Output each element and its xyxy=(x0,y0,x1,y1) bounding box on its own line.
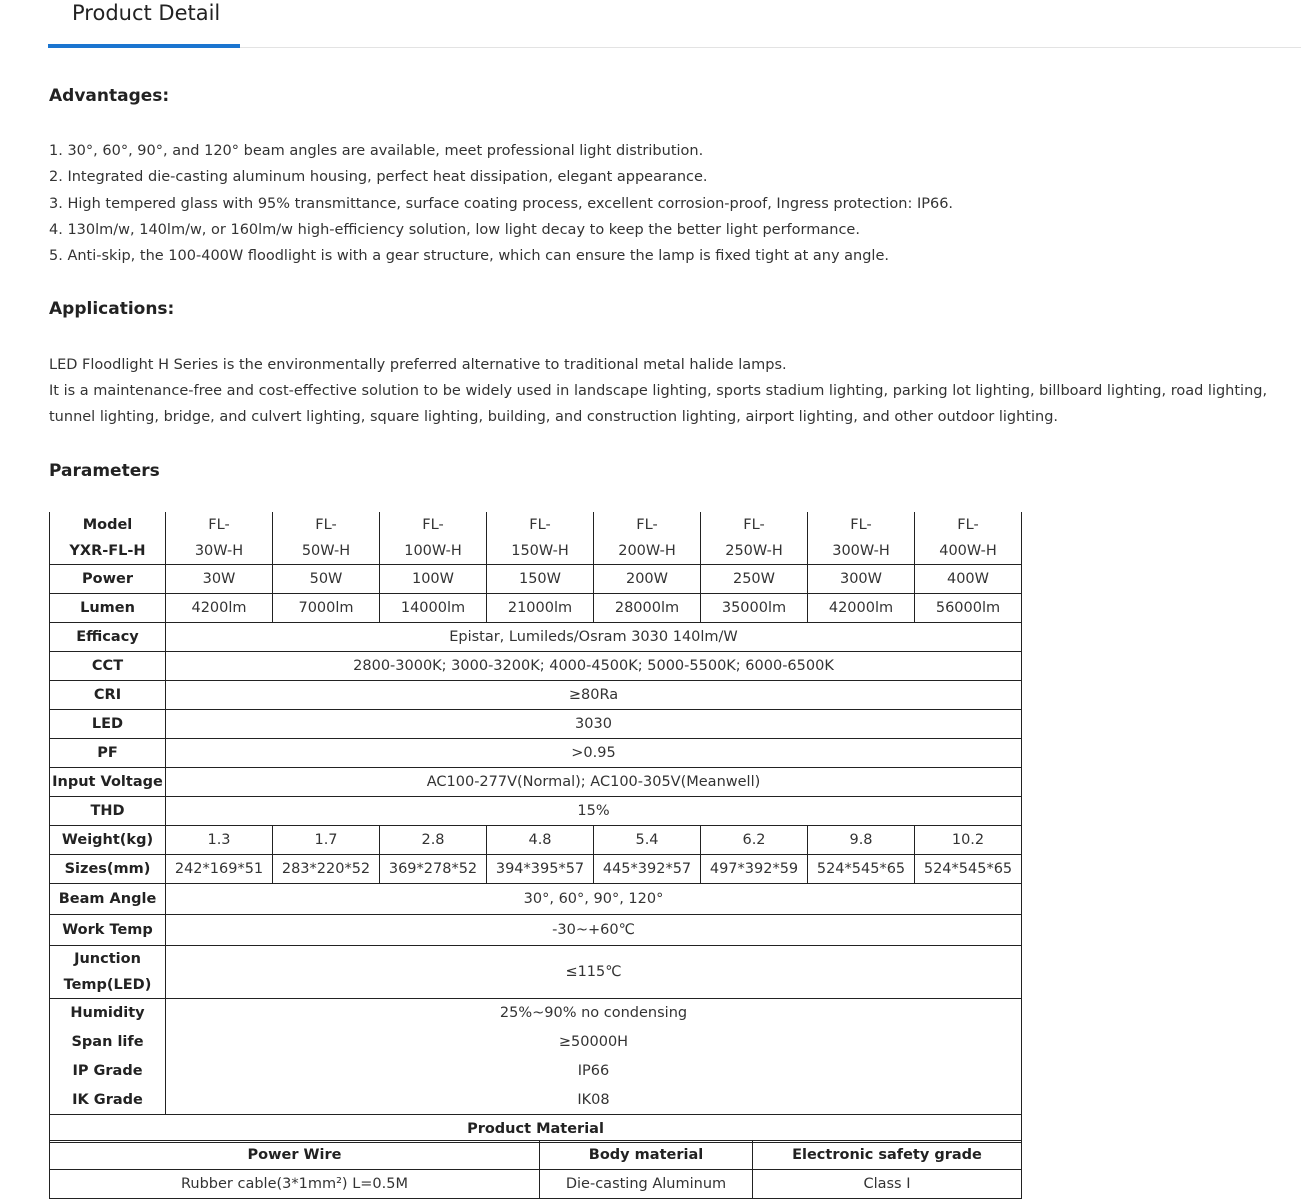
model-prefix: FL- xyxy=(701,512,808,538)
led-label: LED xyxy=(50,710,166,739)
lumen-cell: 35000lm xyxy=(701,594,808,623)
ik-grade-value: IK08 xyxy=(166,1086,1022,1115)
safety-grade-value: Class I xyxy=(753,1170,1022,1199)
span-life-label: Span life xyxy=(50,1028,166,1057)
pf-label: PF xyxy=(50,739,166,768)
weight-cell: 1.7 xyxy=(273,826,380,855)
power-cell: 300W xyxy=(808,565,915,594)
ik-grade-label: IK Grade xyxy=(50,1086,166,1115)
lumen-cell: 56000lm xyxy=(915,594,1022,623)
list-item: 4. 130lm/w, 140lm/w, or 160lm/w high-efficiency solution, low light decay to keep the better light performance. xyxy=(49,221,860,238)
size-cell: 242*169*51 xyxy=(166,855,273,884)
model-cell: 100W-H xyxy=(380,538,487,565)
weight-cell: 5.4 xyxy=(594,826,701,855)
power-cell: 400W xyxy=(915,565,1022,594)
table-row xyxy=(50,594,1022,623)
junction-temp-value: ≤115℃ xyxy=(166,946,1022,999)
applications-heading: Applications: xyxy=(49,299,175,319)
table-row xyxy=(50,797,1022,826)
span-life-value: ≥50000H xyxy=(166,1028,1022,1057)
table-row xyxy=(50,1141,1022,1170)
parameters-heading: Parameters xyxy=(49,461,160,481)
material-table xyxy=(49,1140,1022,1199)
model-prefix: FL- xyxy=(808,512,915,538)
applications-paragraph: It is a maintenance-free and cost-effective solution to be widely used in landscape lighting, sports stadium lighting, parking lot lighting, billboard lighting, road lighting, tunnel lighting, bridge, and culvert lighting, square lighting, building, and construction lighting, airport lighting, and other outdoor lighting. xyxy=(49,383,1268,425)
model-cell: 400W-H xyxy=(915,538,1022,565)
list-item: 1. 30°, 60°, 90°, and 120° beam angles are available, meet professional light distribution. xyxy=(49,143,704,159)
model-prefix: FL- xyxy=(166,512,273,538)
table-row xyxy=(50,710,1022,739)
weight-cell: 10.2 xyxy=(915,826,1022,855)
led-value: 3030 xyxy=(166,710,1022,739)
table-row xyxy=(50,1057,1022,1086)
model-series-label: YXR-FL-H xyxy=(50,538,166,565)
model-prefix: FL- xyxy=(594,512,701,538)
sizes-label: Sizes(mm) xyxy=(50,855,166,884)
thd-label: THD xyxy=(50,797,166,826)
table-row xyxy=(50,768,1022,797)
size-cell: 524*545*65 xyxy=(808,855,915,884)
product-material-heading: Product Material xyxy=(50,1115,1022,1143)
size-cell: 394*395*57 xyxy=(487,855,594,884)
lumen-cell: 14000lm xyxy=(380,594,487,623)
model-prefix: FL- xyxy=(915,512,1022,538)
pf-value: >0.95 xyxy=(166,739,1022,768)
model-cell: 200W-H xyxy=(594,538,701,565)
weight-cell: 6.2 xyxy=(701,826,808,855)
model-label: Model xyxy=(50,512,166,538)
tab-product-detail[interactable]: Product Detail xyxy=(72,1,221,25)
power-cell: 50W xyxy=(273,565,380,594)
parameters-table xyxy=(49,512,1022,1143)
power-cell: 250W xyxy=(701,565,808,594)
table-row xyxy=(50,915,1022,946)
lumen-label: Lumen xyxy=(50,594,166,623)
applications-text xyxy=(49,352,1284,430)
tab-divider xyxy=(240,47,1301,48)
model-prefix: FL- xyxy=(487,512,594,538)
lumen-cell: 7000lm xyxy=(273,594,380,623)
lumen-cell: 21000lm xyxy=(487,594,594,623)
model-cell: 30W-H xyxy=(166,538,273,565)
table-row xyxy=(50,1086,1022,1115)
table-row xyxy=(50,884,1022,915)
model-cell: 250W-H xyxy=(701,538,808,565)
table-row xyxy=(50,652,1022,681)
table-row xyxy=(50,826,1022,855)
table-row xyxy=(50,538,1022,565)
active-tab-indicator xyxy=(48,44,240,48)
model-prefix: FL- xyxy=(380,512,487,538)
power-cell: 150W xyxy=(487,565,594,594)
table-row xyxy=(50,946,1022,999)
size-cell: 283*220*52 xyxy=(273,855,380,884)
table-row xyxy=(50,623,1022,652)
table-row xyxy=(50,681,1022,710)
table-row xyxy=(50,855,1022,884)
weight-cell: 4.8 xyxy=(487,826,594,855)
table-row xyxy=(50,1115,1022,1143)
weight-cell: 1.3 xyxy=(166,826,273,855)
weight-label: Weight(kg) xyxy=(50,826,166,855)
junction-temp-label xyxy=(50,946,166,999)
applications-paragraph: LED Floodlight H Series is the environmentally preferred alternative to traditional metal halide lamps. xyxy=(49,357,787,373)
list-item: 3. High tempered glass with 95% transmittance, surface coating process, excellent corrosion-proof, Ingress protection: IP66. xyxy=(49,195,954,212)
efficacy-label: Efficacy xyxy=(50,623,166,652)
size-cell: 524*545*65 xyxy=(915,855,1022,884)
power-cell: 100W xyxy=(380,565,487,594)
lumen-cell: 28000lm xyxy=(594,594,701,623)
junction-label-line: Junction xyxy=(74,951,141,967)
cct-label: CCT xyxy=(50,652,166,681)
humidity-value: 25%~90% no condensing xyxy=(166,999,1022,1028)
body-material-value: Die-casting Aluminum xyxy=(540,1170,753,1199)
ip-grade-label: IP Grade xyxy=(50,1057,166,1086)
safety-grade-label: Electronic safety grade xyxy=(753,1141,1022,1170)
power-cell: 30W xyxy=(166,565,273,594)
lumen-cell: 42000lm xyxy=(808,594,915,623)
list-item: 5. Anti-skip, the 100-400W floodlight is with a gear structure, which can ensure the lamp is fixed tight at any angle. xyxy=(49,248,889,265)
power-wire-value: Rubber cable(3*1mm²) L=0.5M xyxy=(50,1170,540,1199)
table-row xyxy=(50,512,1022,538)
model-prefix: FL- xyxy=(273,512,380,538)
power-wire-label: Power Wire xyxy=(50,1141,540,1170)
weight-cell: 2.8 xyxy=(380,826,487,855)
table-row xyxy=(50,565,1022,594)
list-item: 2. Integrated die-casting aluminum housing, perfect heat dissipation, elegant appearance. xyxy=(49,169,708,186)
lumen-cell: 4200lm xyxy=(166,594,273,623)
cri-label: CRI xyxy=(50,681,166,710)
advantages-list xyxy=(49,138,1279,269)
input-voltage-value: AC100-277V(Normal); AC100-305V(Meanwell) xyxy=(166,768,1022,797)
input-voltage-label: Input Voltage xyxy=(50,768,166,797)
size-cell: 445*392*57 xyxy=(594,855,701,884)
size-cell: 497*392*59 xyxy=(701,855,808,884)
body-material-label: Body material xyxy=(540,1141,753,1170)
weight-cell: 9.8 xyxy=(808,826,915,855)
tab-bar xyxy=(0,0,1301,48)
advantages-heading: Advantages: xyxy=(49,86,170,106)
beam-angle-label: Beam Angle xyxy=(50,884,166,915)
table-row xyxy=(50,739,1022,768)
size-cell: 369*278*52 xyxy=(380,855,487,884)
thd-value: 15% xyxy=(166,797,1022,826)
efficacy-value: Epistar, Lumileds/Osram 3030 140lm/W xyxy=(166,623,1022,652)
table-row xyxy=(50,999,1022,1028)
power-cell: 200W xyxy=(594,565,701,594)
work-temp-label: Work Temp xyxy=(50,915,166,946)
model-cell: 50W-H xyxy=(273,538,380,565)
junction-label-line: Temp(LED) xyxy=(63,977,152,993)
cri-value: ≥80Ra xyxy=(166,681,1022,710)
model-cell: 300W-H xyxy=(808,538,915,565)
table-row xyxy=(50,1170,1022,1199)
cct-value: 2800-3000K; 3000-3200K; 4000-4500K; 5000-5500K; 6000-6500K xyxy=(166,652,1022,681)
work-temp-value: -30~+60℃ xyxy=(166,915,1022,946)
ip-grade-value: IP66 xyxy=(166,1057,1022,1086)
humidity-label: Humidity xyxy=(50,999,166,1028)
power-label: Power xyxy=(50,565,166,594)
table-row xyxy=(50,1028,1022,1057)
beam-angle-value: 30°, 60°, 90°, 120° xyxy=(166,884,1022,915)
model-cell: 150W-H xyxy=(487,538,594,565)
